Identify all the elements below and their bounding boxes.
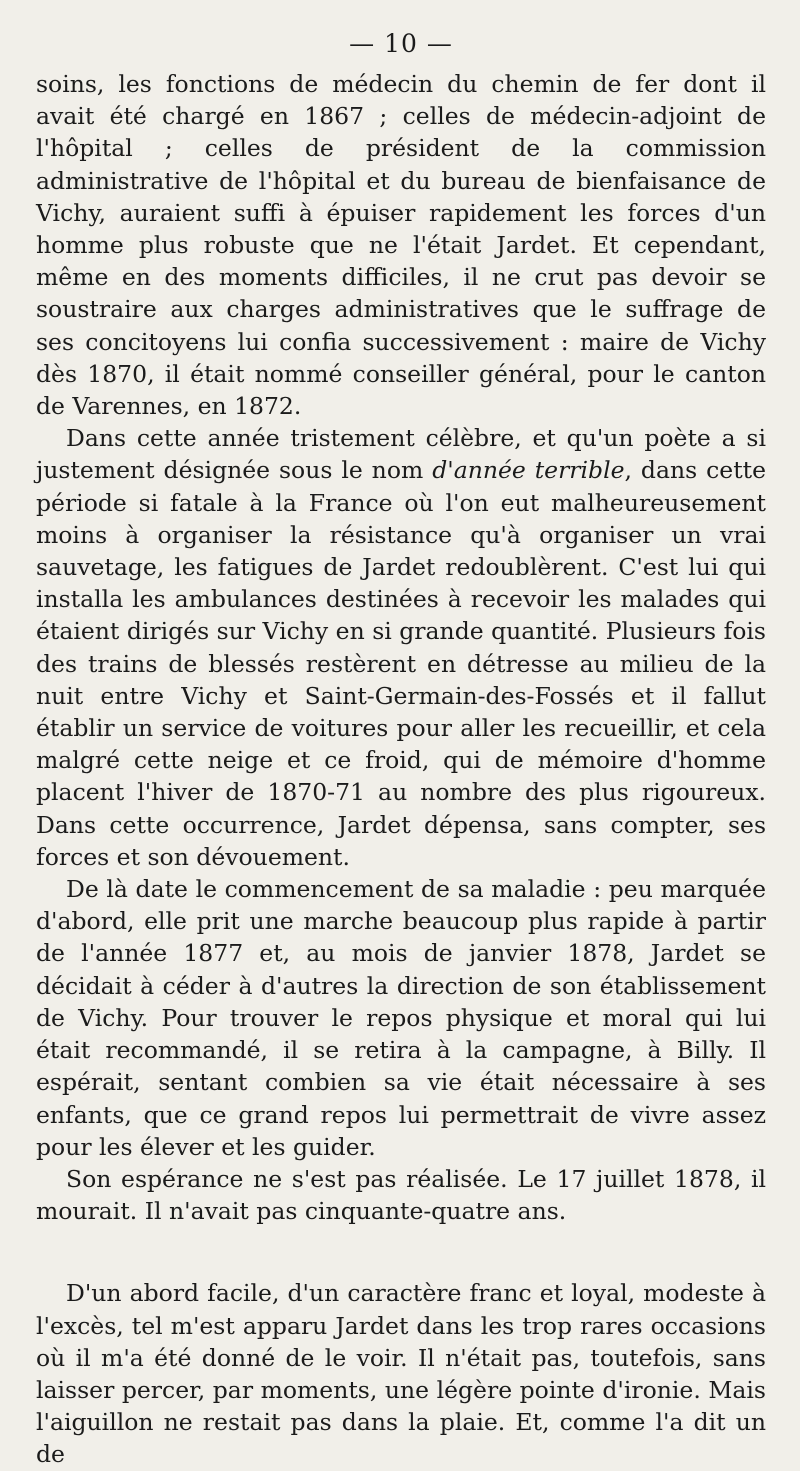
text-segment: D'un abord facile, d'un caractère franc et loyal, modeste à l'excès, tel m'est apparu Jardet dans les trop rares occasions où il m'a été donné de le voir. Il n'était pas, toutefois, sans laisser percer, par moments, une légère pointe d'ironie. Mais l'aiguillon ne restait pas dans la plaie. Et, comme l'a dit un de bbox=[36, 1279, 766, 1469]
paragraph-4 bbox=[36, 1163, 766, 1227]
paragraph-3 bbox=[36, 873, 766, 1163]
section-gap bbox=[36, 1227, 766, 1277]
text-segment: soins, les fonctions de médecin du chemin de fer dont il avait été chargé en 1867 ; celles de médecin-adjoint de l'hôpital ; celles de président de la commission administrative de l'hôpital et du bureau de bienfaisance de Vichy, auraient suffi à épuiser rapidement les forces d'un homme plus robuste que ne l'était Jardet. Et cependant, même en des moments difficiles, il ne crut pas devoir se soustraire aux charges administratives que le suffrage de ses concitoyens lui confia successivement : maire de Vichy dès 1870, il était nommé conseiller général, pour le canton de Varennes, en 1872. bbox=[36, 70, 766, 421]
paragraph-1 bbox=[36, 68, 766, 422]
text-segment: De là date le commencement de sa maladie : peu marquée d'abord, elle prit une marche beaucoup plus rapide à partir de l'année 1877 et, au mois de janvier 1878, Jardet se décidait à céder à d'autres la direction de son établissement de Vichy. Pour trouver le repos physique et moral qui lui était recommandé, il se retira à la campagne, à Billy. Il espérait, sentant combien sa vie était nécessaire à ses enfants, que ce grand repos lui permettrait de vivre assez pour les élever et les guider. bbox=[36, 875, 766, 1161]
paragraph-5 bbox=[36, 1277, 766, 1470]
text-segment: Son espérance ne s'est pas réalisée. Le 17 juillet 1878, il mourait. Il n'avait pas cinquante-quatre ans. bbox=[36, 1164, 766, 1226]
text-segment: , dans cette période si fatale à la France où l'on eut malheureusement moins à organiser la résistance qu'à organiser un vrai sauvetage, les fatigues de Jardet redoublèrent. C'est lui qui installa les ambulances destinées à recevoir les malades qui étaient dirigés sur Vichy en si grande quantité. Plusieurs fois des trains de blessés restèrent en détresse au milieu de la nuit entre Vichy et Saint-Germain-des-Fossés et il fallut établir un service de voitures pour aller les recueillir, et cela malgré cette neige et ce froid, qui de mémoire d'homme placent l'hiver de 1870-71 au nombre des plus rigoureux. Dans cette occurrence, Jardet dépensa, sans compter, ses forces et son dévouement. bbox=[36, 456, 766, 871]
text-segment: Dans cette année tristement célèbre, et qu'un poète a si justement désignée sous le nom bbox=[36, 424, 766, 485]
italic-phrase: d'année terrible bbox=[432, 456, 625, 485]
paragraph-2 bbox=[36, 422, 766, 873]
page-number: — 10 — bbox=[349, 29, 453, 58]
